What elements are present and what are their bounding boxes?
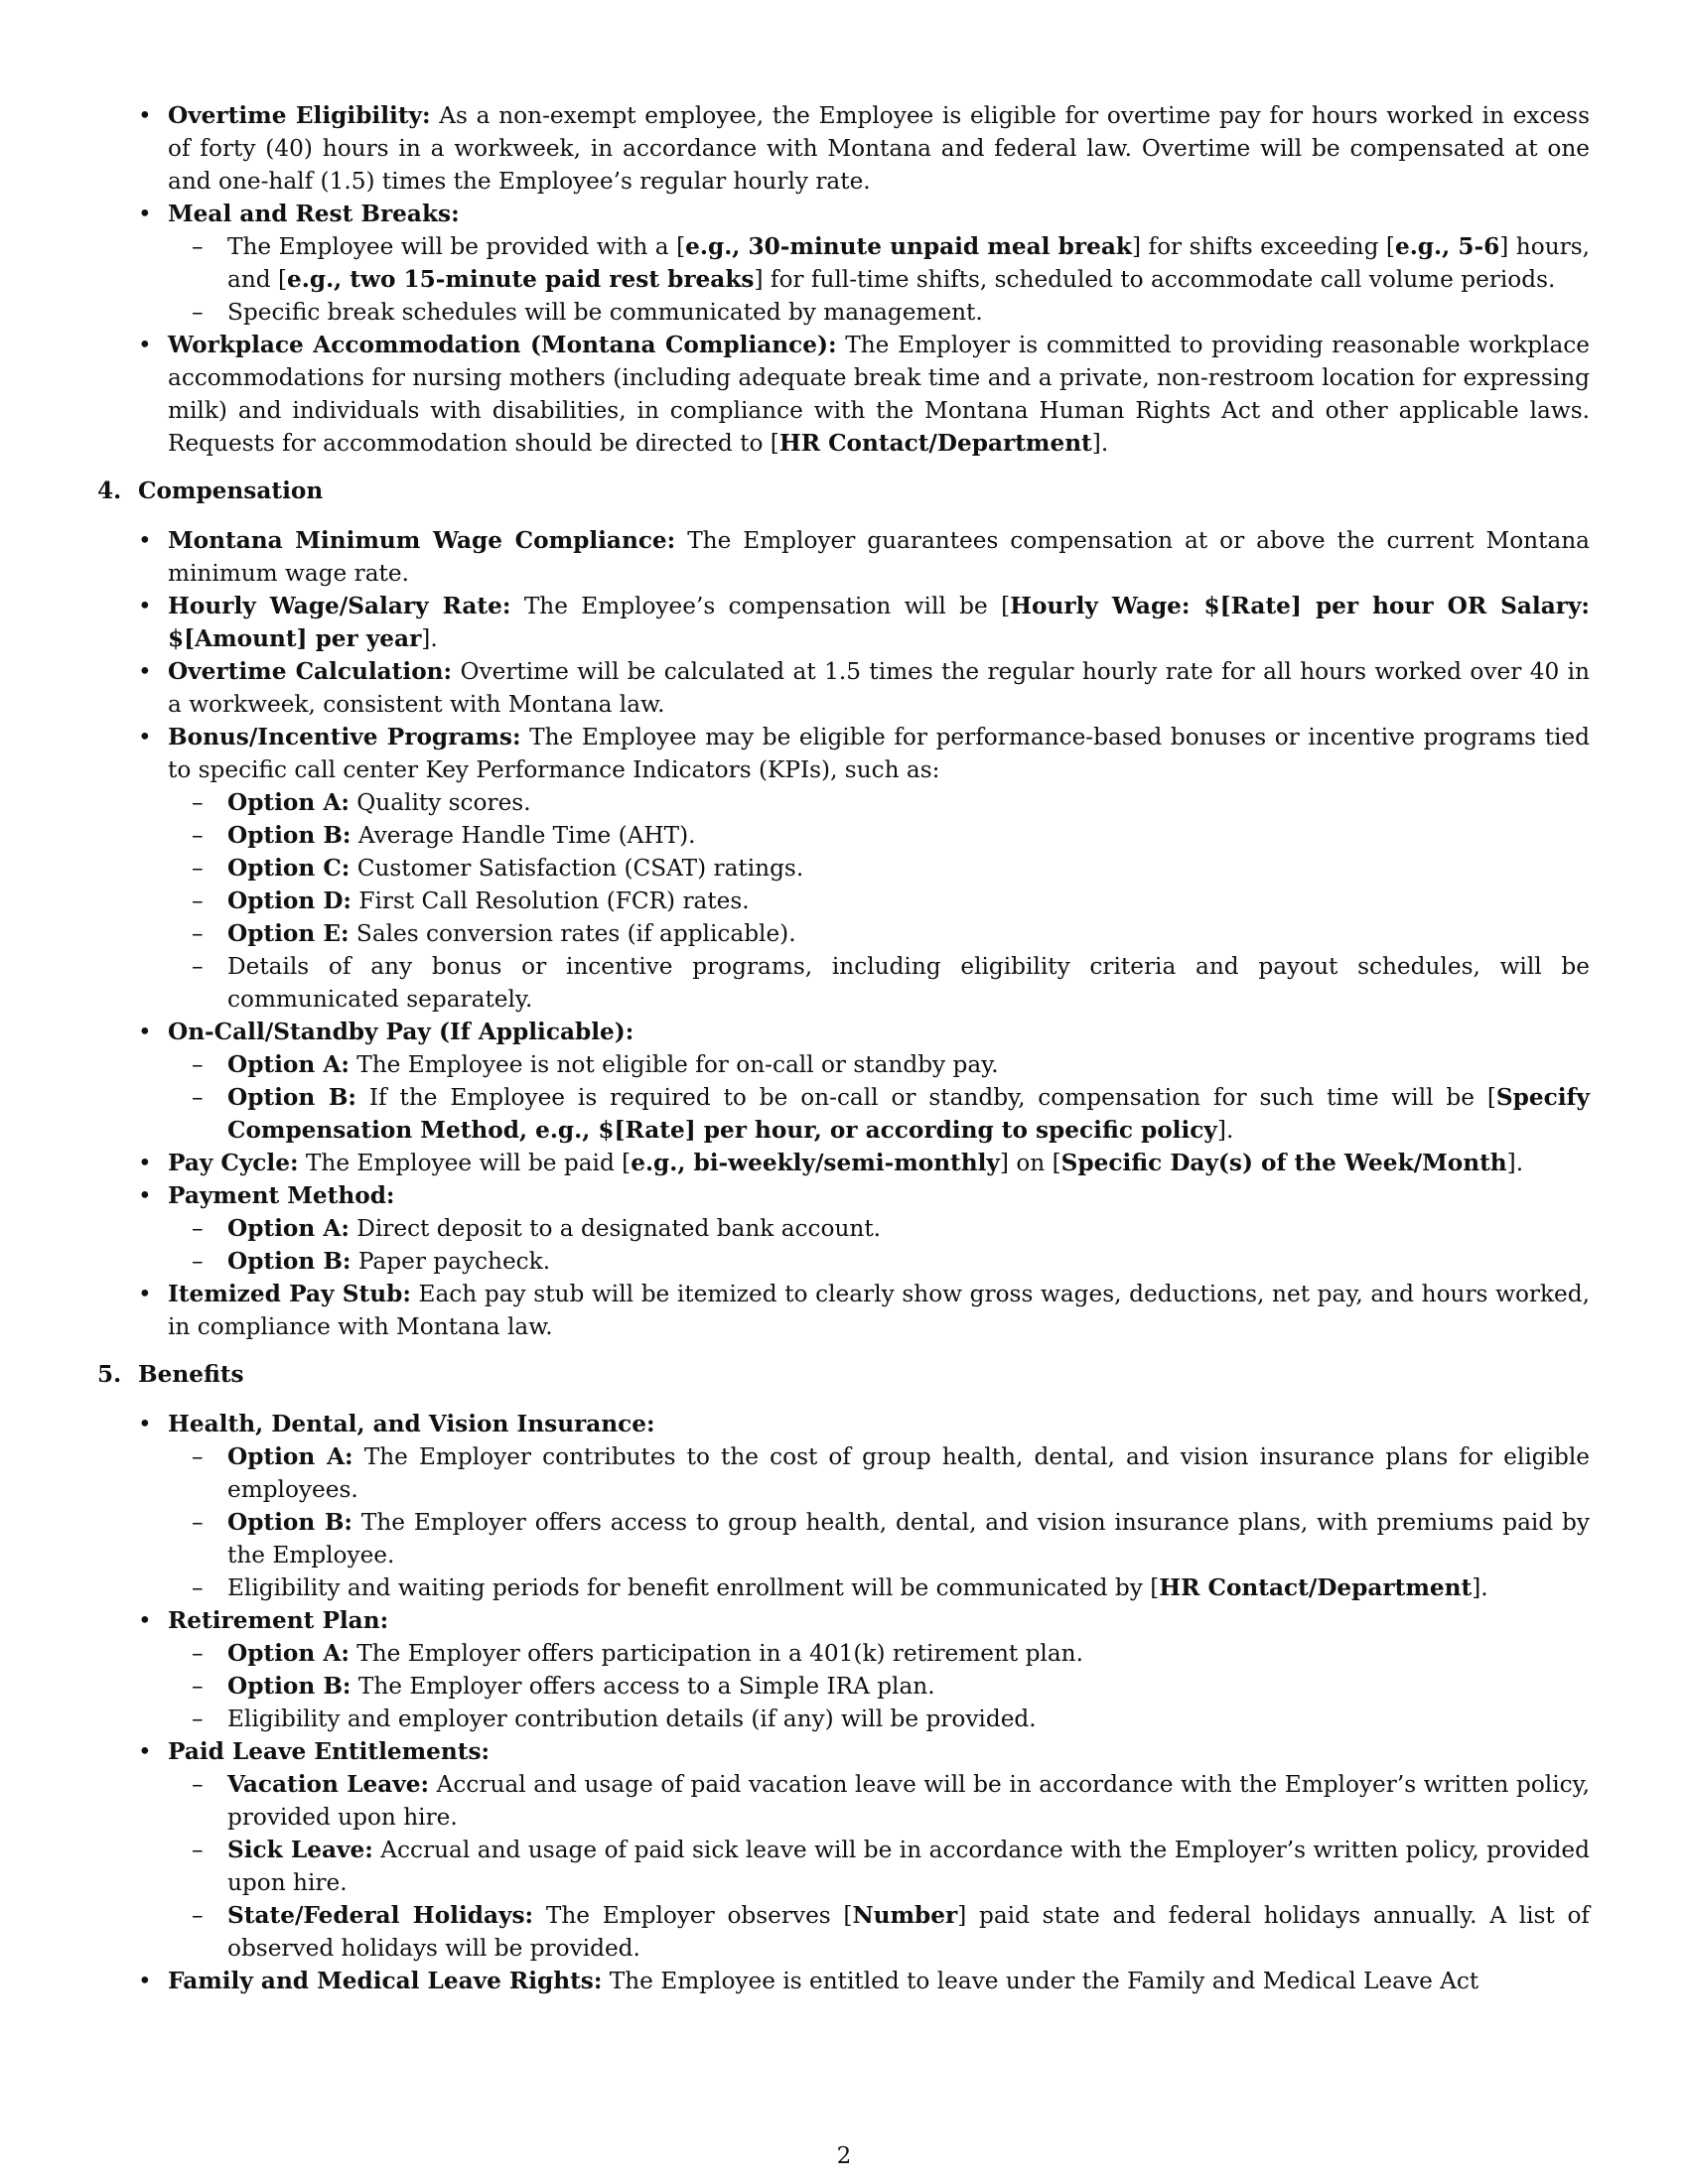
list-item-fmla: • Family and Medical Leave Rights: The Employee is entitled to leave under the Family and Medical Leave Act bbox=[168, 1965, 1590, 1997]
sublist-item-option-b: – Option B: If the Employee is required to be on-call or standby, compensation for such time will be [Specify Compensation Method, e.g., $[Rate] per hour, or according to specific policy]. bbox=[227, 1081, 1590, 1147]
payment-sublist bbox=[168, 1212, 1590, 1278]
sublist-item-sick: – Sick Leave: Accrual and usage of paid sick leave will be in accordance with the Employer’s written policy, provided upon hire. bbox=[227, 1834, 1590, 1899]
sublist-item-break-schedules: – Specific break schedules will be communicated by management. bbox=[227, 296, 1590, 329]
sublist-item-option-a: – Option A: Quality scores. bbox=[227, 786, 1590, 819]
sublist-item-eligibility: – Eligibility and waiting periods for benefit enrollment will be communicated by [HR Contact/Department]. bbox=[227, 1571, 1590, 1604]
sublist-item-option-e: – Option E: Sales conversion rates (if applicable). bbox=[227, 917, 1590, 950]
sublist-item-eligibility: – Eligibility and employer contribution details (if any) will be provided. bbox=[227, 1703, 1590, 1735]
retirement-sublist bbox=[168, 1637, 1590, 1735]
sublist-item-option-b: – Option B: The Employer offers access to a Simple IRA plan. bbox=[227, 1670, 1590, 1703]
list-item-retirement: • Retirement Plan: – Option A: The Employer offers participation in a 401(k) retirement plan. – Option B: The Employer offers access to a Simple IRA plan. – Eligibility and employer contribution details (if any) will be provided. bbox=[168, 1604, 1590, 1735]
list-item-pay-stub: • Itemized Pay Stub: Each pay stub will be itemized to clearly show gross wages, deductions, net pay, and hours worked, in compliance with Montana law. bbox=[168, 1278, 1590, 1343]
section-5-list bbox=[97, 1408, 1590, 1997]
list-item-health-insurance: • Health, Dental, and Vision Insurance: – Option A: The Employer contributes to the cost of group health, dental, and vision insurance plans for eligible employees. – Option B: The Employer offers access to group health, dental, and vision insurance plans, with premiums paid by the Employee. – Eligibility and waiting periods for benefit enrollment will be communicated by [HR Contact/Department]. bbox=[168, 1408, 1590, 1604]
sublist-item-option-b: – Option B: Paper paycheck. bbox=[227, 1245, 1590, 1278]
page-content bbox=[97, 99, 1590, 1997]
list-item-workplace-accommodation: • Workplace Accommodation (Montana Compliance): The Employer is committed to providing reasonable workplace accommodations for nursing mothers (including adequate break time and a private, non-restroom location for expressing milk) and individuals with disabilities, in compliance with the Montana Human Rights Act and other applicable laws. Requests for accommodation should be directed to [HR Contact/Department]. bbox=[168, 329, 1590, 460]
sublist-item-option-a: – Option A: Direct deposit to a designated bank account. bbox=[227, 1212, 1590, 1245]
list-item-pay-cycle: • Pay Cycle: The Employee will be paid [e.g., bi-weekly/semi-monthly] on [Specific Day(s) of the Week/Month]. bbox=[168, 1147, 1590, 1179]
sublist-item-break-terms: – The Employee will be provided with a [e.g., 30-minute unpaid meal break] for shifts exceeding [e.g., 5-6] hours, and [e.g., two 15-minute paid rest breaks] for full-time shifts, scheduled to accommodate call volume periods. bbox=[227, 230, 1590, 296]
sublist-item-option-a: – Option A: The Employer contributes to the cost of group health, dental, and vision insurance plans for eligible employees. bbox=[227, 1440, 1590, 1506]
section-4-heading: 4. Compensation bbox=[97, 478, 324, 504]
sublist-item-option-d: – Option D: First Call Resolution (FCR) rates. bbox=[227, 885, 1590, 917]
paid-leave-sublist bbox=[168, 1768, 1590, 1965]
sublist-item-holidays: – State/Federal Holidays: The Employer observes [Number] paid state and federal holidays annually. A list of observed holidays will be provided. bbox=[227, 1899, 1590, 1965]
section-4-list bbox=[97, 524, 1590, 1343]
list-item-wage-rate: • Hourly Wage/Salary Rate: The Employee’s compensation will be [Hourly Wage: $[Rate] per hour OR Salary: $[Amount] per year]. bbox=[168, 590, 1590, 655]
page-number: 2 bbox=[836, 2143, 852, 2169]
oncall-sublist bbox=[168, 1048, 1590, 1147]
list-item-overtime-eligibility: • Overtime Eligibility: As a non-exempt employee, the Employee is eligible for overtime pay for hours worked in excess of forty (40) hours in a workweek, in accordance with Montana and federal law. Overtime will be compensated at one and one-half (1.5) times the Employee’s regular hourly rate. bbox=[168, 99, 1590, 198]
list-item-overtime-calculation: • Overtime Calculation: Overtime will be calculated at 1.5 times the regular hourly rate for all hours worked over 40 in a workweek, consistent with Montana law. bbox=[168, 655, 1590, 721]
list-item-bonus: • Bonus/Incentive Programs: The Employee may be eligible for performance-based bonuses or incentive programs tied to specific call center Key Performance Indicators (KPIs), such as: – Option A: Quality scores. – Option B: Average Handle Time (AHT). – Option C: Customer Satisfaction (CSAT) ratings. – Option D: First Call Resolution (FCR) rates. – Option E: Sales conversion rates (if applicable). – Details of any bonus or incentive programs, including eligibility criteria and payout schedules, will be communicated separately. bbox=[168, 721, 1590, 1016]
list-item-meal-rest-breaks: • Meal and Rest Breaks: – The Employee will be provided with a [e.g., 30-minute unpaid meal break] for shifts exceeding [e.g., 5-6] hours, and [e.g., two 15-minute paid rest breaks] for full-time shifts, scheduled to accommodate call volume periods. – Specific break schedules will be communicated by management. bbox=[168, 198, 1590, 329]
list-item-oncall: • On-Call/Standby Pay (If Applicable): – Option A: The Employee is not eligible for on-call or standby pay. – Option B: If the Employee is required to be on-call or standby, compensation for such time will be [Specify Compensation Method, e.g., $[Rate] per hour, or according to specific policy]. bbox=[168, 1016, 1590, 1147]
bonus-sublist bbox=[168, 786, 1590, 1016]
sublist-item-option-a: – Option A: The Employee is not eligible for on-call or standby pay. bbox=[227, 1048, 1590, 1081]
health-sublist bbox=[168, 1440, 1590, 1604]
section-3-list bbox=[97, 99, 1590, 460]
sublist-item-option-b: – Option B: The Employer offers access to group health, dental, and vision insurance plans, with premiums paid by the Employee. bbox=[227, 1506, 1590, 1571]
sublist-item-bonus-details: – Details of any bonus or incentive programs, including eligibility criteria and payout schedules, will be communicated separately. bbox=[227, 950, 1590, 1016]
sublist-item-vacation: – Vacation Leave: Accrual and usage of paid vacation leave will be in accordance with the Employer’s written policy, provided upon hire. bbox=[227, 1768, 1590, 1834]
section-5-heading: 5. Benefits bbox=[97, 1361, 244, 1388]
sublist-item-option-c: – Option C: Customer Satisfaction (CSAT) ratings. bbox=[227, 852, 1590, 885]
meal-breaks-sublist bbox=[168, 230, 1590, 329]
sublist-item-option-a: – Option A: The Employer offers participation in a 401(k) retirement plan. bbox=[227, 1637, 1590, 1670]
list-item-paid-leave: • Paid Leave Entitlements: – Vacation Leave: Accrual and usage of paid vacation leave will be in accordance with the Employer’s written policy, provided upon hire. – Sick Leave: Accrual and usage of paid sick leave will be in accordance with the Employer’s written policy, provided upon hire. – State/Federal Holidays: The Employer observes [Number] paid state and federal holidays annually. A list of observed holidays will be provided. bbox=[168, 1735, 1590, 1965]
list-item-min-wage: • Montana Minimum Wage Compliance: The Employer guarantees compensation at or above the current Montana minimum wage rate. bbox=[168, 524, 1590, 590]
list-item-payment-method: • Payment Method: – Option A: Direct deposit to a designated bank account. – Option B: Paper paycheck. bbox=[168, 1179, 1590, 1278]
sublist-item-option-b: – Option B: Average Handle Time (AHT). bbox=[227, 819, 1590, 852]
